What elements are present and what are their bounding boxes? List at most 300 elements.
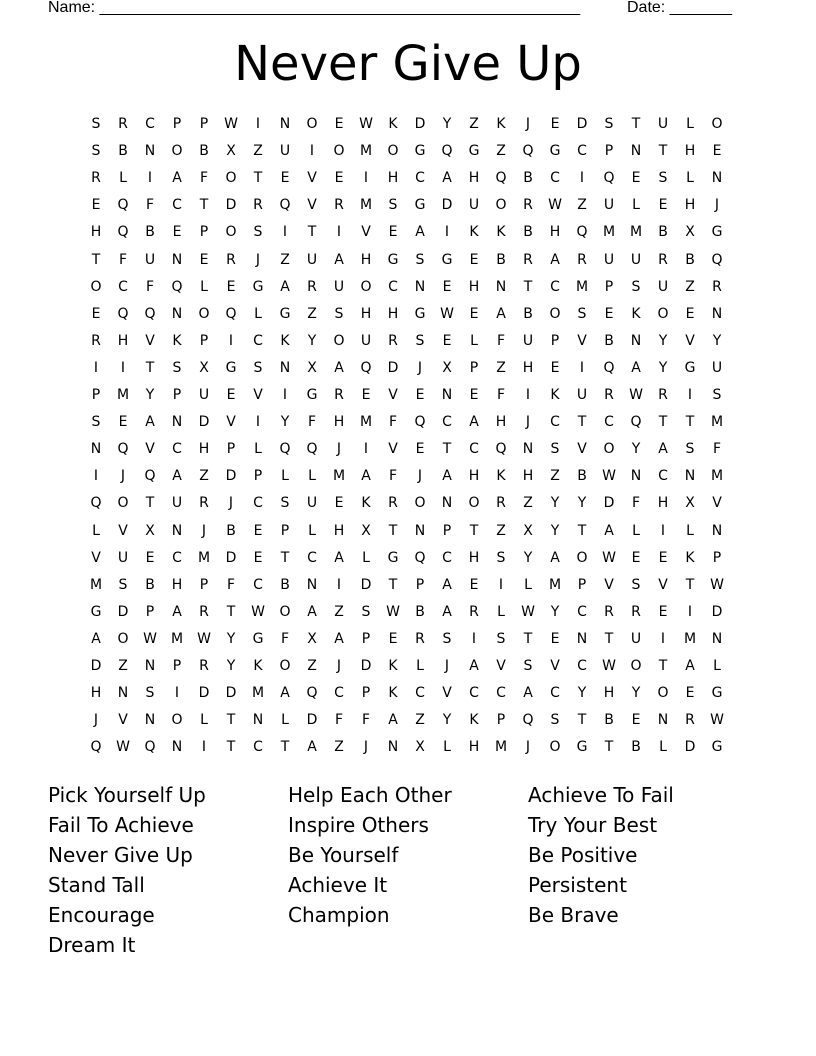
grid-letter: Q xyxy=(603,170,615,187)
grid-letter: C xyxy=(550,170,560,187)
grid-letter: V xyxy=(658,576,668,593)
grid-letter: R xyxy=(226,251,236,268)
grid-letter: V xyxy=(253,387,263,403)
grid-letter: E xyxy=(415,441,425,458)
grid-letter: Q xyxy=(117,224,129,241)
grid-letter: F xyxy=(631,495,641,512)
grid-letter: U xyxy=(198,387,210,403)
grid-letter: E xyxy=(388,224,398,241)
grid-letter: E xyxy=(550,116,560,132)
grid-letter: N xyxy=(279,359,291,376)
grid-letter: W xyxy=(251,603,265,620)
grid-letter: F xyxy=(199,170,209,187)
grid-letter: S xyxy=(118,576,128,593)
grid-letter: D xyxy=(306,712,318,729)
grid-letter: E xyxy=(118,414,128,431)
grid-letter: C xyxy=(388,278,398,295)
grid-letter: J xyxy=(363,739,369,756)
grid-letter: M xyxy=(359,143,373,160)
grid-letter: L xyxy=(497,603,505,620)
grid-letter: Z xyxy=(469,116,479,132)
grid-letter: T xyxy=(280,549,290,566)
grid-letter: J xyxy=(93,712,99,729)
grid-letter: L xyxy=(632,522,640,539)
grid-letter: D xyxy=(225,468,237,485)
grid-letter: A xyxy=(388,712,398,729)
grid-letter: X xyxy=(685,224,695,241)
grid-letter: R xyxy=(685,712,695,729)
grid-letter: N xyxy=(171,251,183,268)
grid-letter: S xyxy=(280,495,290,512)
grid-letter: T xyxy=(523,630,533,647)
grid-letter: U xyxy=(306,251,318,268)
grid-letter: T xyxy=(631,116,641,132)
grid-letter: G xyxy=(252,630,264,647)
grid-letter: S xyxy=(550,712,560,729)
grid-letter: G xyxy=(414,305,426,322)
grid-letter: T xyxy=(604,739,614,756)
grid-letter: E xyxy=(361,387,371,403)
grid-letter: G xyxy=(225,359,237,376)
grid-letter: P xyxy=(199,224,209,241)
word-list-item: Dream It xyxy=(48,933,136,957)
grid-letter: E xyxy=(658,549,668,566)
grid-letter: O xyxy=(603,441,615,458)
grid-letter: F xyxy=(496,387,506,403)
grid-letter: L xyxy=(281,712,289,729)
grid-letter: P xyxy=(712,549,722,566)
grid-letter: M xyxy=(602,224,616,241)
grid-letter: J xyxy=(525,116,531,132)
grid-letter: Q xyxy=(117,305,129,322)
grid-letter: E xyxy=(685,685,695,702)
grid-letter: K xyxy=(496,468,506,485)
grid-letter: Q xyxy=(117,441,129,458)
grid-letter: R xyxy=(604,603,614,620)
grid-letter: L xyxy=(254,305,262,322)
grid-letter: O xyxy=(90,278,102,295)
grid-letter: Z xyxy=(199,468,209,485)
grid-letter: D xyxy=(360,658,372,674)
grid-letter: B xyxy=(523,170,533,187)
grid-letter: O xyxy=(171,143,183,160)
grid-letter: D xyxy=(225,549,237,566)
grid-letter: Q xyxy=(414,549,426,566)
grid-letter: A xyxy=(307,603,317,620)
grid-letter: R xyxy=(577,251,587,268)
grid-letter: V xyxy=(361,224,371,241)
grid-letter: H xyxy=(468,278,480,295)
grid-letter: I xyxy=(282,387,288,403)
grid-letter: I xyxy=(660,522,666,539)
grid-letter: B xyxy=(604,332,614,349)
grid-letter: H xyxy=(387,170,399,187)
grid-letter: N xyxy=(711,522,723,539)
grid-letter: Q xyxy=(90,495,102,512)
grid-letter: C xyxy=(145,116,155,132)
grid-letter: V xyxy=(388,441,398,458)
grid-letter: E xyxy=(712,143,722,160)
grid-letter: Y xyxy=(550,522,560,539)
grid-letter: C xyxy=(442,414,452,431)
grid-letter: H xyxy=(468,549,480,566)
grid-letter: Q xyxy=(711,251,723,268)
word-list-item: Try Your Best xyxy=(528,813,658,837)
grid-letter: O xyxy=(549,739,561,756)
grid-letter: S xyxy=(685,441,695,458)
grid-letter: A xyxy=(334,549,344,566)
grid-letter: Z xyxy=(307,305,317,322)
grid-letter: T xyxy=(685,576,695,593)
grid-letter: A xyxy=(550,549,560,566)
grid-letter: T xyxy=(577,712,587,729)
grid-letter: N xyxy=(252,712,264,729)
grid-letter: M xyxy=(629,224,643,241)
grid-letter: H xyxy=(468,468,480,485)
grid-letter: Z xyxy=(307,658,317,674)
grid-letter: E xyxy=(631,549,641,566)
grid-letter: W xyxy=(602,658,616,674)
grid-letter: C xyxy=(253,739,263,756)
grid-letter: Y xyxy=(145,387,155,403)
grid-letter: A xyxy=(361,468,371,485)
grid-letter: Y xyxy=(631,441,641,458)
grid-letter: O xyxy=(198,305,210,322)
grid-letter: A xyxy=(685,658,695,674)
grid-letter: L xyxy=(686,116,694,132)
grid-letter: A xyxy=(469,658,479,674)
grid-letter: F xyxy=(388,468,398,485)
grid-letter: I xyxy=(687,603,693,620)
grid-letter: W xyxy=(197,630,211,647)
grid-letter: A xyxy=(442,170,452,187)
grid-letter: S xyxy=(145,685,155,702)
grid-letter: S xyxy=(442,630,452,647)
grid-letter: F xyxy=(226,576,236,593)
grid-letter: Q xyxy=(441,143,453,160)
grid-letter: P xyxy=(253,468,263,485)
grid-letter: N xyxy=(657,712,669,729)
grid-letter: T xyxy=(523,278,533,295)
grid-letter: D xyxy=(225,685,237,702)
grid-letter: O xyxy=(117,630,129,647)
grid-letter: H xyxy=(522,359,534,376)
grid-letter: C xyxy=(550,685,560,702)
grid-letter: C xyxy=(172,441,182,458)
grid-letter: G xyxy=(387,251,399,268)
grid-letter: R xyxy=(496,495,506,512)
grid-letter: H xyxy=(333,522,345,539)
grid-letter: L xyxy=(119,170,127,187)
grid-letter: P xyxy=(91,387,101,403)
grid-letter: U xyxy=(522,332,534,349)
grid-letter: U xyxy=(171,495,183,512)
grid-letter: A xyxy=(550,251,560,268)
grid-letter: R xyxy=(199,603,209,620)
grid-letter: A xyxy=(658,441,668,458)
grid-letter: H xyxy=(333,414,345,431)
grid-letter: L xyxy=(632,197,640,214)
grid-letter: L xyxy=(281,468,289,485)
grid-letter: I xyxy=(120,359,126,376)
grid-letter: J xyxy=(417,468,423,485)
grid-letter: C xyxy=(415,685,425,702)
grid-letter: R xyxy=(199,658,209,674)
grid-letter: L xyxy=(470,332,478,349)
grid-letter: H xyxy=(387,305,399,322)
grid-letter: P xyxy=(145,603,155,620)
grid-letter: A xyxy=(334,359,344,376)
word-column xyxy=(288,780,518,930)
grid-letter: I xyxy=(309,143,315,160)
grid-letter: H xyxy=(360,251,372,268)
grid-letter: P xyxy=(361,685,371,702)
grid-letter: F xyxy=(145,197,155,214)
grid-letter: H xyxy=(468,739,480,756)
grid-letter: R xyxy=(712,278,722,295)
grid-letter: B xyxy=(415,603,425,620)
grid-letter: Z xyxy=(496,522,506,539)
name-field[interactable]: Name: ______________________________________________________ xyxy=(48,0,581,16)
grid-letter: C xyxy=(415,170,425,187)
grid-letter: X xyxy=(442,359,452,376)
grid-letter: J xyxy=(255,251,261,268)
grid-letter: Y xyxy=(442,712,452,729)
grid-letter: G xyxy=(711,739,723,756)
grid-letter: T xyxy=(388,522,398,539)
grid-letter: Y xyxy=(631,685,641,702)
grid-letter: Q xyxy=(144,305,156,322)
grid-letter: O xyxy=(387,143,399,160)
grid-letter: N xyxy=(279,116,291,132)
grid-letter: B xyxy=(523,305,533,322)
grid-letter: X xyxy=(307,359,317,376)
grid-letter: H xyxy=(171,576,183,593)
grid-letter: O xyxy=(225,224,237,241)
grid-letter: D xyxy=(225,197,237,214)
grid-letter: Z xyxy=(496,143,506,160)
grid-letter: U xyxy=(630,251,642,268)
grid-letter: J xyxy=(120,468,126,485)
grid-letter: E xyxy=(145,549,155,566)
grid-letter: C xyxy=(172,197,182,214)
grid-letter: N xyxy=(576,630,588,647)
grid-letter: U xyxy=(711,359,723,376)
grid-letter: V xyxy=(91,549,101,566)
grid-letter: W xyxy=(602,468,616,485)
grid-letter: T xyxy=(145,359,155,376)
grid-letter: E xyxy=(226,278,236,295)
grid-letter: O xyxy=(333,332,345,349)
grid-letter: I xyxy=(147,170,153,187)
grid-letter: N xyxy=(414,278,426,295)
grid-letter: U xyxy=(144,251,156,268)
grid-letter: S xyxy=(550,441,560,458)
grid-letter: T xyxy=(577,522,587,539)
grid-letter: T xyxy=(307,224,317,241)
grid-letter: S xyxy=(172,359,182,376)
grid-letter: U xyxy=(360,332,372,349)
grid-letter: P xyxy=(199,116,209,132)
grid-letter: A xyxy=(523,685,533,702)
grid-letter: O xyxy=(576,549,588,566)
grid-letter: Y xyxy=(226,658,236,674)
grid-letter: K xyxy=(685,549,695,566)
grid-letter: C xyxy=(577,603,587,620)
grid-letter: H xyxy=(495,414,507,431)
grid-letter: O xyxy=(279,603,291,620)
grid-letter: Y xyxy=(307,332,317,349)
grid-letter: H xyxy=(522,468,534,485)
grid-letter: R xyxy=(415,630,425,647)
grid-letter: N xyxy=(711,305,723,322)
grid-letter: I xyxy=(363,441,369,458)
grid-letter: U xyxy=(657,116,669,132)
grid-letter: R xyxy=(199,495,209,512)
grid-letter: V xyxy=(226,414,236,431)
grid-letter: U xyxy=(468,197,480,214)
grid-letter: T xyxy=(226,712,236,729)
grid-letter: X xyxy=(415,739,425,756)
grid-letter: B xyxy=(658,224,668,241)
grid-letter: Q xyxy=(144,739,156,756)
grid-letter: D xyxy=(360,576,372,593)
grid-letter: D xyxy=(387,359,399,376)
grid-letter: B xyxy=(631,739,641,756)
grid-letter: M xyxy=(710,468,724,485)
grid-letter: I xyxy=(687,387,693,403)
grid-letter: O xyxy=(657,305,669,322)
grid-letter: I xyxy=(471,630,477,647)
grid-letter: S xyxy=(604,116,614,132)
grid-letter: E xyxy=(550,359,560,376)
grid-letter: O xyxy=(657,685,669,702)
grid-letter: K xyxy=(280,332,290,349)
grid-letter: W xyxy=(710,576,724,593)
page-title: Never Give Up xyxy=(234,36,582,92)
grid-letter: N xyxy=(171,739,183,756)
grid-letter: P xyxy=(604,143,614,160)
grid-letter: R xyxy=(658,251,668,268)
grid-letter: V xyxy=(307,197,317,214)
date-field[interactable]: Date: _______ xyxy=(627,0,732,16)
grid-letter: G xyxy=(576,739,588,756)
grid-letter: Y xyxy=(280,414,290,431)
grid-letter: D xyxy=(414,116,426,132)
grid-letter: O xyxy=(495,197,507,214)
grid-letter: M xyxy=(548,576,562,593)
grid-letter: R xyxy=(523,251,533,268)
grid-letter: A xyxy=(172,603,182,620)
grid-letter: E xyxy=(469,251,479,268)
grid-letter: D xyxy=(603,495,615,512)
grid-letter: P xyxy=(280,522,290,539)
grid-letter: T xyxy=(658,414,668,431)
grid-letter: R xyxy=(334,387,344,403)
grid-letter: P xyxy=(172,116,182,132)
grid-letter: R xyxy=(118,116,128,132)
grid-letter: T xyxy=(469,522,479,539)
grid-letter: K xyxy=(550,387,560,403)
grid-letter: K xyxy=(469,712,479,729)
grid-letter: Y xyxy=(442,116,452,132)
grid-letter: A xyxy=(307,739,317,756)
grid-letter: M xyxy=(170,630,184,647)
grid-letter: C xyxy=(550,414,560,431)
grid-letter: W xyxy=(440,305,454,322)
grid-letter: E xyxy=(91,197,101,214)
grid-letter: O xyxy=(333,143,345,160)
grid-letter: S xyxy=(91,116,101,132)
grid-letter: L xyxy=(686,522,694,539)
grid-letter: L xyxy=(200,278,208,295)
grid-letter: S xyxy=(361,603,371,620)
grid-letter: E xyxy=(442,278,452,295)
grid-letter: I xyxy=(444,224,450,241)
grid-letter: R xyxy=(469,603,479,620)
grid-letter: G xyxy=(711,685,723,702)
word-list-item: Stand Tall xyxy=(48,873,145,897)
grid-letter: P xyxy=(172,387,182,403)
word-list-item: Never Give Up xyxy=(48,843,193,867)
grid-letter: P xyxy=(172,658,182,674)
grid-letter: H xyxy=(657,495,669,512)
grid-letter: H xyxy=(90,224,102,241)
grid-letter: D xyxy=(441,197,453,214)
grid-letter: N xyxy=(117,685,129,702)
grid-letter: P xyxy=(226,441,236,458)
grid-letter: R xyxy=(334,197,344,214)
grid-letter: V xyxy=(550,658,560,674)
grid-letter: E xyxy=(91,305,101,322)
grid-letter: Z xyxy=(496,359,506,376)
grid-letter: Z xyxy=(334,603,344,620)
grid-letter: N xyxy=(711,170,723,187)
grid-letter: K xyxy=(496,224,506,241)
grid-letter: D xyxy=(198,685,210,702)
grid-letter: Z xyxy=(685,278,695,295)
grid-letter: I xyxy=(93,359,99,376)
grid-letter: J xyxy=(336,658,342,674)
grid-letter: N xyxy=(90,441,102,458)
grid-letter: P xyxy=(604,278,614,295)
word-list xyxy=(48,780,768,970)
grid-letter: Y xyxy=(712,332,722,349)
grid-letter: T xyxy=(199,197,209,214)
grid-letter: E xyxy=(334,116,344,132)
grid-letter: N xyxy=(171,522,183,539)
word-list-item: Pick Yourself Up xyxy=(48,783,206,807)
grid-letter: V xyxy=(577,332,587,349)
grid-letter: E xyxy=(469,576,479,593)
grid-letter: S xyxy=(388,197,398,214)
grid-letter: R xyxy=(631,603,641,620)
grid-letter: T xyxy=(91,251,101,268)
grid-letter: T xyxy=(604,630,614,647)
grid-letter: X xyxy=(685,495,695,512)
grid-letter: Q xyxy=(171,278,183,295)
grid-letter: Y xyxy=(658,359,668,376)
grid-letter: I xyxy=(525,387,531,403)
grid-letter: G xyxy=(414,143,426,160)
grid-letter: X xyxy=(523,522,533,539)
grid-letter: L xyxy=(308,522,316,539)
grid-letter: Z xyxy=(334,739,344,756)
grid-letter: W xyxy=(710,712,724,729)
grid-letter: E xyxy=(280,170,290,187)
grid-letter: T xyxy=(145,495,155,512)
grid-letter: N xyxy=(711,630,723,647)
